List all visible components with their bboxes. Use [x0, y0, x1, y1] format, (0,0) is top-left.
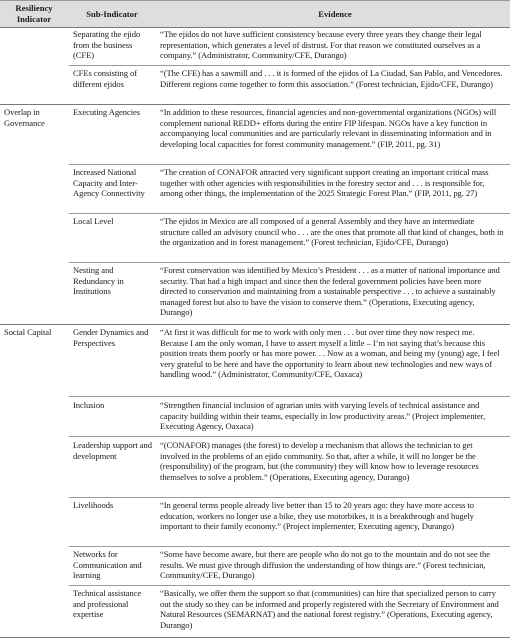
- resiliency-indicator-cell: Social Capital: [4, 327, 52, 337]
- row-divider: [69, 497, 510, 498]
- sub-indicator-cell: Leadership support and development: [73, 440, 152, 461]
- resiliency-indicator-cell: Overlap in Governance: [4, 107, 45, 128]
- sub-indicator-cell: Networks for Communication and learning: [73, 549, 142, 581]
- sub-indicator-cell: Increased National Capacity and Inter-Agency Connectivity: [73, 167, 145, 199]
- header-evidence: Evidence: [318, 9, 352, 19]
- evidence-cell: “The creation of CONAFOR attracted very significant support creating an important critical mass together with other agencies with responsibilities in the forestry sector and . . . is responsible for, among other things, the implementation of the 2025 Strategic Forest Plan.” (FIP, 2011, pg. 27): [160, 167, 489, 199]
- evidence-cell: “The ejidos in Mexico are all composed of a general Assembly and they have an intermediate structure called an advisory council who . . . are the ones that promote all that kind of changes, both in the organization and in forest management.” (Forest technician, Ejido/CFE, Durango): [160, 216, 504, 248]
- evidence-cell: “In addition to these resources, financial agencies and non-governmental organizations (NGOs) will complement national REDD+ efforts during the entire FIP lifespan. NGOs have a key function in accompanying local communities and are particularly relevant in disseminating information and in developing local capacities for forest community management.” (FIP, 2011, pg. 31): [160, 107, 497, 149]
- sub-indicator-cell: Technical assistance and professional expertise: [73, 588, 142, 620]
- sub-indicator-cell: Nesting and Redundancy in Institutions: [73, 265, 124, 297]
- sub-indicator-cell: Gender Dynamics and Perspectives: [73, 327, 149, 348]
- row-divider: [69, 164, 510, 165]
- evidence-cell: “Forest conservation was identified by Mexico’s President . . . as a matter of national importance and security. That had a high impact and since then the federal government policies have been more directed to conservation and maintaining from a sustainable perspective . . . to achieve a sustainably managed forest but also to have the vision to conserve them.” (Operations, Executing agency, Durango): [160, 265, 500, 318]
- evidence-cell: “The ejidos do not have sufficient consistency because every three years they change their legal representation, which generates a level of distrust. For that reason we constituted ourselves as a company.” (Administrator, Community/CFE, Durango): [160, 29, 482, 61]
- sub-indicator-cell: Separating the ejido from the business (CFE): [73, 29, 141, 61]
- evidence-cell: “(CONAFOR) manages (the forest) to develop a mechanism that allows the technician to get involved in the problems of an ejido community. So that, after a while, it will no longer be the (responsibility) of the program, but (the community) they will know how to leverage resources themselves to solve a problem.” (Operations, Executing agency, Durango): [160, 440, 479, 482]
- header-resiliency-indicator: Resiliency Indicator: [15, 3, 53, 24]
- evidence-cell: “At first it was difficult for me to work with only men . . . but over time they now respect me. Because I am the only woman, I have to assert myself a little – I’m not saying that’s because this position treats them poorly or has more power. . . Now as a woman, and being my (young) age, I feel very grateful to be here and have the opportunity to learn about new technologies and new ways of handling wood.” (Administrator, Community/CFE, Oaxaca): [160, 327, 500, 380]
- row-divider: [69, 546, 510, 547]
- row-divider: [69, 65, 510, 66]
- sub-indicator-cell: Executing Agencies: [73, 107, 141, 117]
- header-sub-indicator: Sub-Indicator: [86, 9, 138, 19]
- group-divider: [0, 324, 510, 325]
- table-header: [0, 0, 510, 28]
- sub-indicator-cell: CFEs consisting of different ejidos: [73, 68, 137, 89]
- sub-indicator-cell: Inclusion: [73, 400, 105, 410]
- evidence-cell: “Basically, we offer them the support so that (communities) can hire that specialized person to carry out the study so they can be informed and properly registered with the Secretary of Environment and Natural Resources (SEMARNAT) and the national forest registry.” (Operations, Executing agency, Durango): [160, 588, 499, 630]
- sub-indicator-cell: Livelihoods: [73, 500, 114, 510]
- table-bottom-rule: [0, 637, 510, 638]
- row-divider: [69, 396, 510, 397]
- row-divider: [69, 213, 510, 214]
- row-divider: [69, 436, 510, 437]
- group-divider: [0, 104, 510, 105]
- evidence-cell: “Strengthen financial inclusion of agrarian units with varying levels of technical assistance and capacity building within their teams, especially in low productivity areas.” (Project implementer, Executing Agency, Oaxaca): [160, 400, 486, 432]
- row-divider: [69, 585, 510, 586]
- evidence-cell: “Some have become aware, but there are people who do not go to the mountain and do not see the results. We must give through diffusion the understanding of how things are.” (Forest technician, Community/CFE, Durango): [160, 549, 490, 581]
- evidence-cell: “In general terms people already live better than 15 to 20 years ago: they have more access to education, workers no longer use a bike, they use motorbikes, it is a breakthrough and hugely important to their family economy.” (Project implementer, Executing agency, Durango): [160, 500, 475, 532]
- sub-indicator-cell: Local Level: [73, 216, 114, 226]
- evidence-cell: “(The CFE) has a sawmill and . . . it is formed of the ejidos of La Ciudad, San Pablo, and Vencedores. Different regions come together to form this association.” (Forest technician, Ejido/CFE, Durango): [160, 68, 503, 89]
- row-divider: [69, 262, 510, 263]
